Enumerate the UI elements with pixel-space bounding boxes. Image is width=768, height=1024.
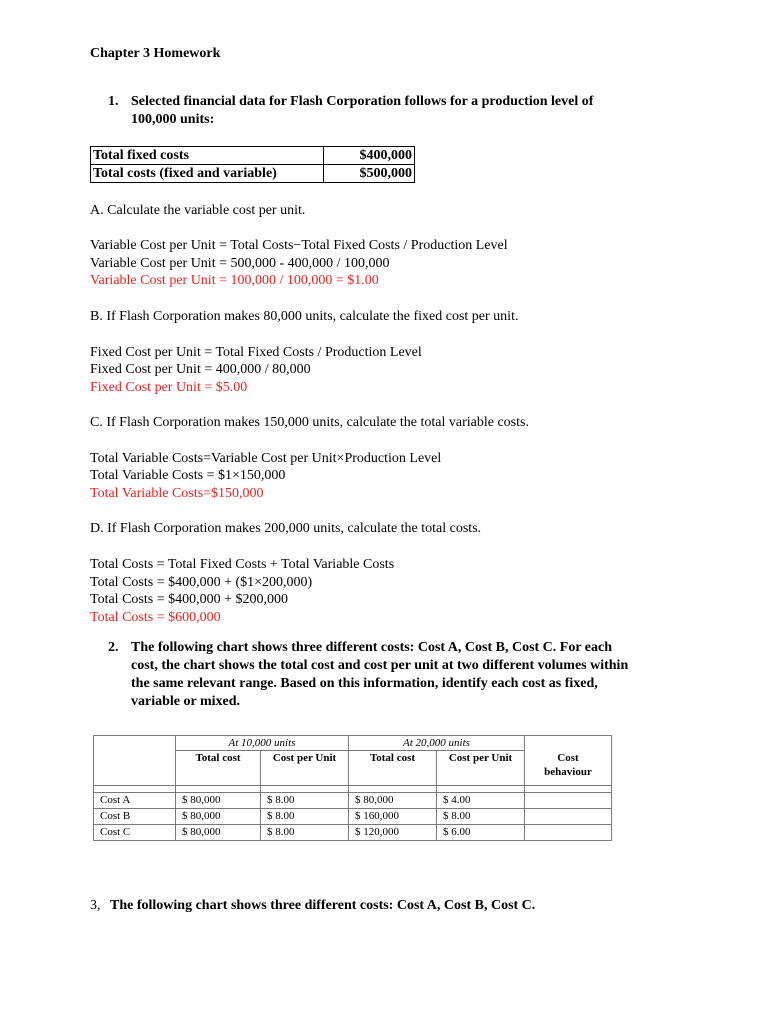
table-cell: $ 6.00 [437,825,525,841]
table-cell: $ 4.00 [437,793,525,809]
behaviour-answer-cell[interactable] [525,809,612,825]
q3-number: 3, [90,898,101,913]
q1d-answer: Total Costs = $600,000 [90,610,221,625]
col-header-behaviour-line1: Cost [557,751,579,764]
table-cell: $ 80,000 [176,793,261,809]
q1-prompt-line2: 100,000 units: [131,112,215,127]
q1c-formula: Total Variable Costs=Variable Cost per Unit×Production Level [90,451,442,466]
table-cell: $ 80,000 [176,825,261,841]
col-header-cost-behaviour [525,751,612,786]
table-cell-value: $400,000 [324,147,415,165]
q1b-substitution: Fixed Cost per Unit = 400,000 / 80,000 [90,362,311,377]
q1-number: 1. [108,94,119,109]
col-header-cost-per-unit: Cost per Unit [261,751,349,786]
table-cell: $ 8.00 [437,809,525,825]
table-cell: $ 80,000 [349,793,437,809]
row-label: Cost A [94,793,176,809]
table-row [94,809,612,825]
col-header-total-cost: Total cost [176,751,261,786]
q1-data-table [90,146,415,183]
table-row [91,165,415,183]
table-cell-label: Total costs (fixed and variable) [91,165,324,183]
q1b-formula: Fixed Cost per Unit = Total Fixed Costs / Production Level [90,345,422,360]
table-cell-label: Total fixed costs [91,147,324,165]
table-cell: $ 8.00 [261,809,349,825]
table-cell: $ 120,000 [349,825,437,841]
q2-prompt-line2: cost, the chart shows the total cost and cost per unit at two different volumes within [131,658,629,673]
row-label: Cost C [94,825,176,841]
cost-behaviour-table [93,735,612,841]
q1a-answer: Variable Cost per Unit = 100,000 / 100,000 = $1.00 [90,273,379,288]
col-header-cost-per-unit: Cost per Unit [437,751,525,786]
q1-prompt-line1: Selected financial data for Flash Corporation follows for a production level of [131,94,594,109]
q2-prompt-line1: The following chart shows three different costs: Cost A, Cost B, Cost C. For each [131,640,613,655]
q1d-question: D. If Flash Corporation makes 200,000 units, calculate the total costs. [90,521,482,536]
table-row [94,825,612,841]
q1d-simplification: Total Costs = $400,000 + $200,000 [90,592,288,607]
table-row [91,147,415,165]
col-header-total-cost: Total cost [349,751,437,786]
table-group-header-row [94,736,612,751]
table-cell-value: $500,000 [324,165,415,183]
behaviour-answer-cell[interactable] [525,793,612,809]
q1c-substitution: Total Variable Costs = $1×150,000 [90,468,286,483]
q1a-substitution: Variable Cost per Unit = 500,000 - 400,000 / 100,000 [90,256,390,271]
table-row [94,793,612,809]
table-cell: $ 8.00 [261,825,349,841]
table-column-header-row [94,751,612,786]
q1b-answer: Fixed Cost per Unit = $5.00 [90,380,248,395]
q2-prompt-line3: the same relevant range. Based on this information, identify each cost as fixed, [131,676,598,691]
q1c-question: C. If Flash Corporation makes 150,000 units, calculate the total variable costs. [90,415,529,430]
q2-prompt-line4: variable or mixed. [131,694,241,709]
q1b-question: B. If Flash Corporation makes 80,000 units, calculate the fixed cost per unit. [90,309,519,324]
q1d-formula: Total Costs = Total Fixed Costs + Total Variable Costs [90,557,395,572]
table-cell: $ 80,000 [176,809,261,825]
q1a-question: A. Calculate the variable cost per unit. [90,203,306,218]
q1d-substitution: Total Costs = $400,000 + ($1×200,000) [90,575,313,590]
q1a-formula: Variable Cost per Unit = Total Costs−Total Fixed Costs / Production Level [90,238,508,253]
group-header-20000: At 20,000 units [349,736,525,751]
q3-prompt: The following chart shows three different costs: Cost A, Cost B, Cost C. [110,898,536,913]
page-title: Chapter 3 Homework [90,46,221,61]
q1c-answer: Total Variable Costs=$150,000 [90,486,264,501]
table-cell: $ 160,000 [349,809,437,825]
row-label: Cost B [94,809,176,825]
q2-number: 2. [108,640,119,655]
group-header-10000: At 10,000 units [176,736,349,751]
behaviour-answer-cell[interactable] [525,825,612,841]
table-cell: $ 8.00 [261,793,349,809]
col-header-behaviour-line2: behaviour [544,765,592,778]
